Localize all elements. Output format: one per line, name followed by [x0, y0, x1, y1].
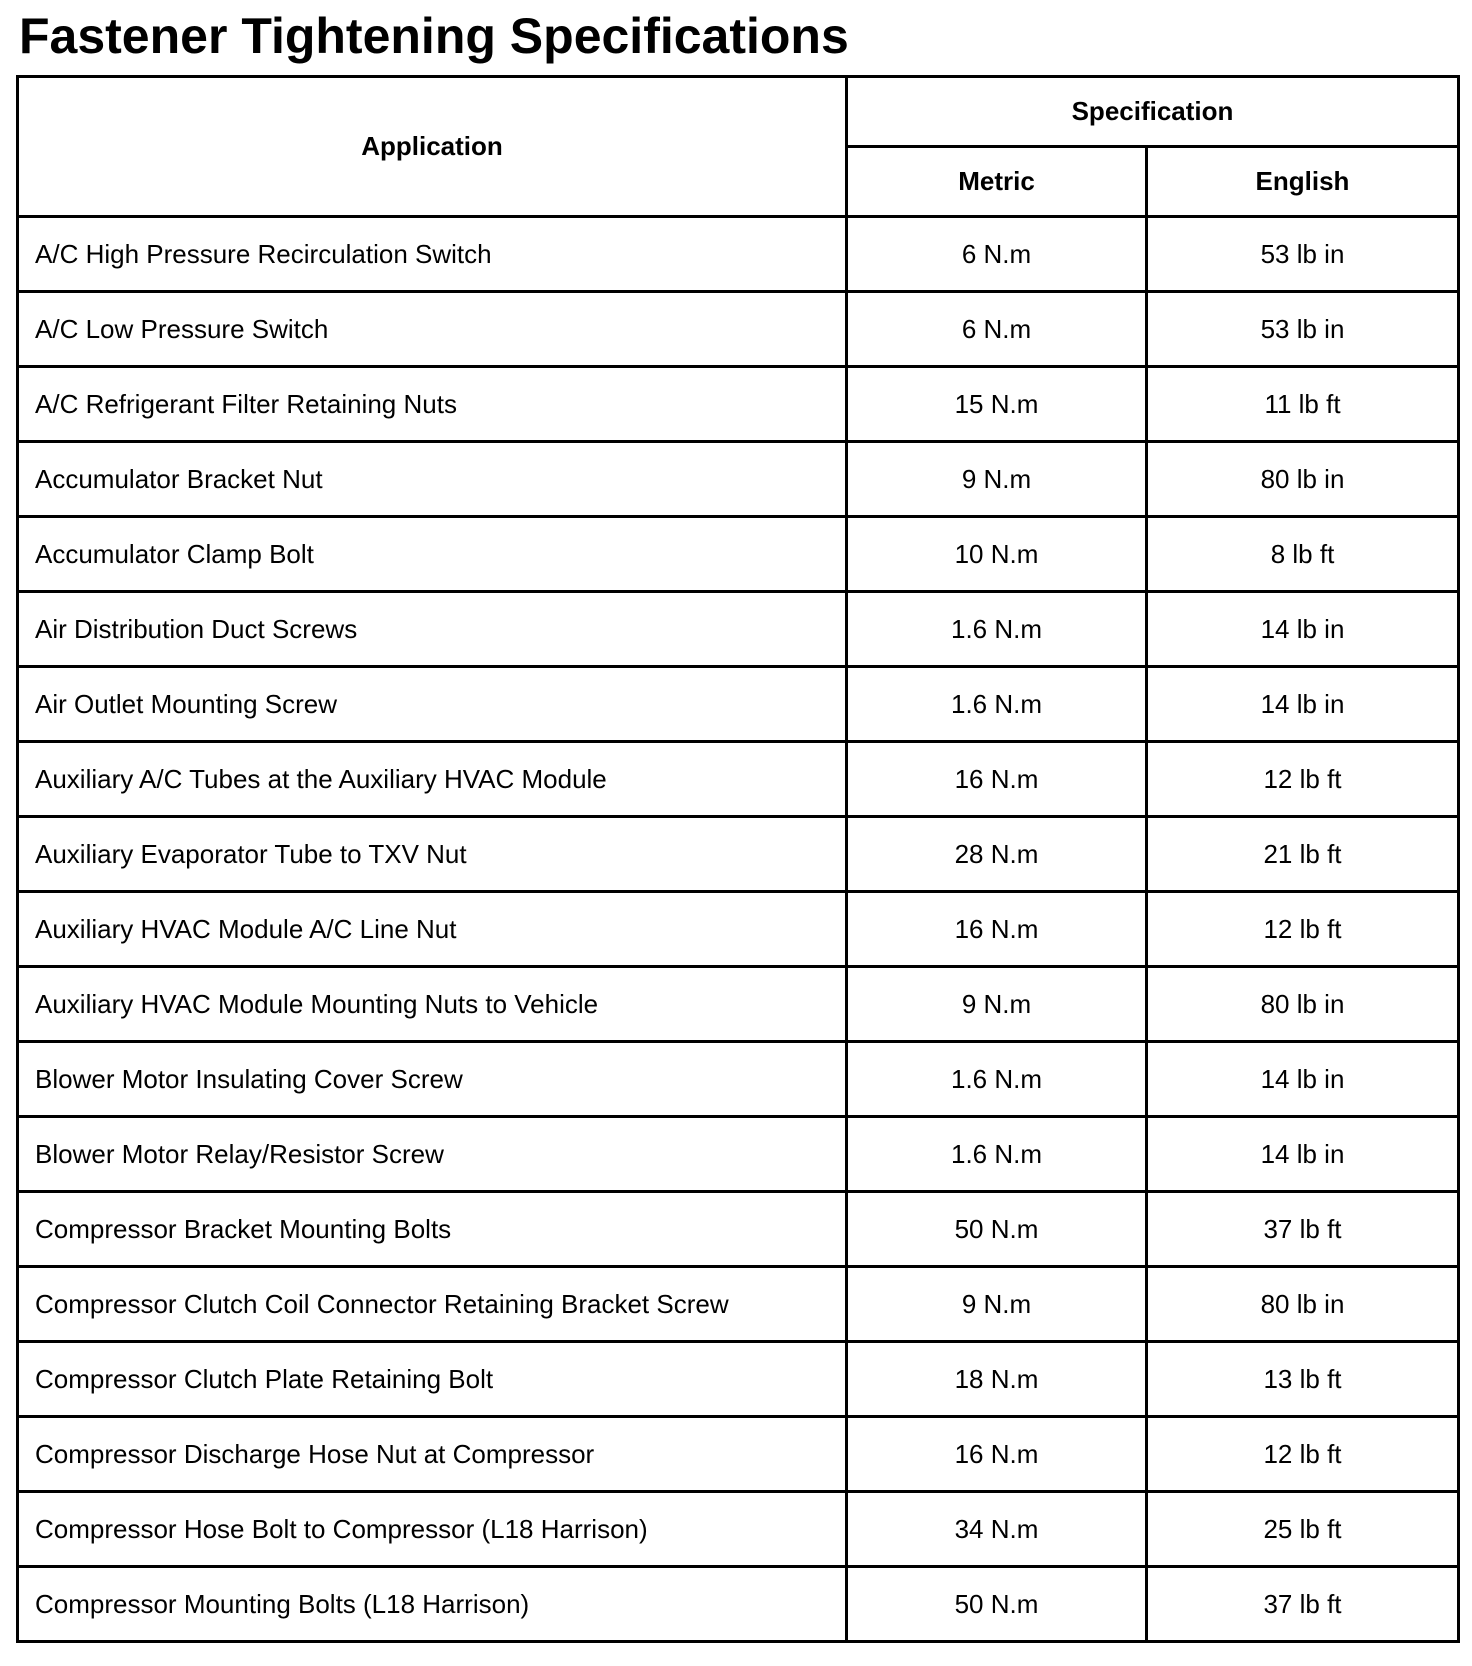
table-row [18, 1417, 1459, 1492]
english-cell: 53 lb in [1147, 217, 1459, 292]
table-body [18, 217, 1459, 1642]
table-row [18, 442, 1459, 517]
application-cell: Auxiliary Evaporator Tube to TXV Nut [18, 817, 847, 892]
metric-cell: 16 N.m [847, 892, 1147, 967]
application-cell: Accumulator Bracket Nut [18, 442, 847, 517]
english-cell: 25 lb ft [1147, 1492, 1459, 1567]
application-cell: A/C High Pressure Recirculation Switch [18, 217, 847, 292]
english-cell: 21 lb ft [1147, 817, 1459, 892]
english-cell: 53 lb in [1147, 292, 1459, 367]
table-row [18, 1192, 1459, 1267]
metric-cell: 1.6 N.m [847, 1117, 1147, 1192]
table-row [18, 217, 1459, 292]
english-cell: 14 lb in [1147, 667, 1459, 742]
english-cell: 12 lb ft [1147, 742, 1459, 817]
application-cell: Auxiliary HVAC Module Mounting Nuts to Vehicle [18, 967, 847, 1042]
application-cell: Compressor Clutch Plate Retaining Bolt [18, 1342, 847, 1417]
english-cell: 80 lb in [1147, 967, 1459, 1042]
english-header: English [1147, 147, 1459, 217]
table-header [18, 77, 1459, 217]
english-cell: 37 lb ft [1147, 1567, 1459, 1642]
english-cell: 13 lb ft [1147, 1342, 1459, 1417]
metric-cell: 10 N.m [847, 517, 1147, 592]
table-row [18, 817, 1459, 892]
application-cell: Auxiliary HVAC Module A/C Line Nut [18, 892, 847, 967]
application-cell: Compressor Mounting Bolts (L18 Harrison) [18, 1567, 847, 1642]
metric-cell: 9 N.m [847, 967, 1147, 1042]
application-cell: Compressor Clutch Coil Connector Retaining Bracket Screw [18, 1267, 847, 1342]
table-row [18, 892, 1459, 967]
metric-cell: 15 N.m [847, 367, 1147, 442]
english-cell: 12 lb ft [1147, 892, 1459, 967]
english-cell: 37 lb ft [1147, 1192, 1459, 1267]
application-cell: Accumulator Clamp Bolt [18, 517, 847, 592]
english-cell: 14 lb in [1147, 592, 1459, 667]
application-cell: Air Outlet Mounting Screw [18, 667, 847, 742]
application-cell: A/C Low Pressure Switch [18, 292, 847, 367]
table-row [18, 1042, 1459, 1117]
english-cell: 12 lb ft [1147, 1417, 1459, 1492]
application-cell: Compressor Bracket Mounting Bolts [18, 1192, 847, 1267]
metric-cell: 18 N.m [847, 1342, 1147, 1417]
application-cell: Auxiliary A/C Tubes at the Auxiliary HVAC Module [18, 742, 847, 817]
metric-cell: 50 N.m [847, 1192, 1147, 1267]
table-row [18, 667, 1459, 742]
metric-header: Metric [847, 147, 1147, 217]
fastener-spec-table [16, 75, 1460, 1643]
metric-cell: 28 N.m [847, 817, 1147, 892]
table-row [18, 1567, 1459, 1642]
english-cell: 14 lb in [1147, 1117, 1459, 1192]
table-row [18, 1342, 1459, 1417]
table-row [18, 1267, 1459, 1342]
table-row [18, 292, 1459, 367]
application-cell: Compressor Hose Bolt to Compressor (L18 Harrison) [18, 1492, 847, 1567]
table-row [18, 517, 1459, 592]
application-cell: A/C Refrigerant Filter Retaining Nuts [18, 367, 847, 442]
table-row [18, 1492, 1459, 1567]
metric-cell: 16 N.m [847, 742, 1147, 817]
table-row [18, 1117, 1459, 1192]
metric-cell: 16 N.m [847, 1417, 1147, 1492]
metric-cell: 34 N.m [847, 1492, 1147, 1567]
metric-cell: 50 N.m [847, 1567, 1147, 1642]
specification-header: Specification [847, 77, 1459, 147]
application-cell: Air Distribution Duct Screws [18, 592, 847, 667]
application-header: Application [18, 77, 847, 217]
english-cell: 80 lb in [1147, 1267, 1459, 1342]
application-cell: Blower Motor Relay/Resistor Screw [18, 1117, 847, 1192]
table-row [18, 367, 1459, 442]
english-cell: 11 lb ft [1147, 367, 1459, 442]
application-cell: Compressor Discharge Hose Nut at Compressor [18, 1417, 847, 1492]
table-row [18, 967, 1459, 1042]
metric-cell: 9 N.m [847, 442, 1147, 517]
application-cell: Blower Motor Insulating Cover Screw [18, 1042, 847, 1117]
metric-cell: 6 N.m [847, 292, 1147, 367]
page-title: Fastener Tightening Specifications [19, 8, 849, 64]
metric-cell: 9 N.m [847, 1267, 1147, 1342]
metric-cell: 6 N.m [847, 217, 1147, 292]
english-cell: 8 lb ft [1147, 517, 1459, 592]
metric-cell: 1.6 N.m [847, 667, 1147, 742]
header-row-top [18, 77, 1459, 147]
metric-cell: 1.6 N.m [847, 592, 1147, 667]
table-row [18, 742, 1459, 817]
table-row [18, 592, 1459, 667]
english-cell: 80 lb in [1147, 442, 1459, 517]
metric-cell: 1.6 N.m [847, 1042, 1147, 1117]
english-cell: 14 lb in [1147, 1042, 1459, 1117]
